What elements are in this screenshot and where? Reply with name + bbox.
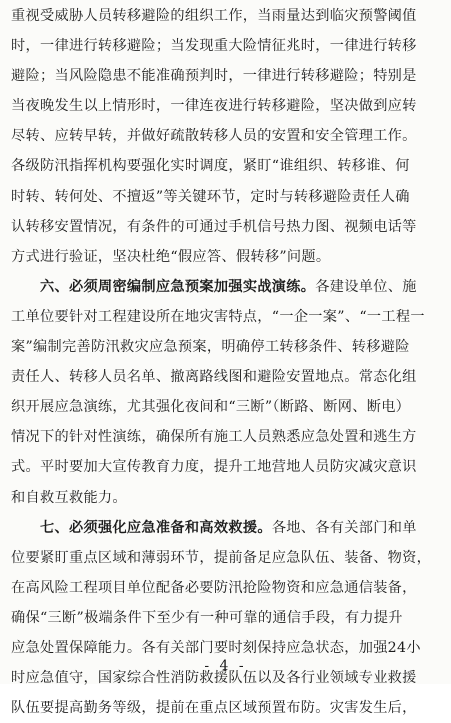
- text-line: 避险；当风险隐患不能准确预判时，一律进行转移避险；特别是: [11, 68, 417, 85]
- section-6-heading: 六、必须周密编制应急预案加强实战演练。: [40, 278, 316, 295]
- text-line: 时，一律进行转移避险；当发现重大险情征兆时，一律进行转移: [11, 38, 417, 55]
- text-line: 方式进行验证，坚决杜绝“假应答、假转移”问题。: [11, 248, 331, 265]
- text-line: 尽转、应转早转，并做好疏散转移人员的安置和安全管理工作。: [11, 128, 417, 145]
- text-line: 当夜晚发生以上情形时，一律连夜进行转移避险，坚决做到应转: [11, 98, 417, 115]
- text-line: 式。平时要加大宣传教育力度，提升工地营地人员防灾减灾意识: [11, 459, 417, 476]
- section-6-line: [11, 272, 443, 302]
- text-line: 时应急值守，国家综合性消防救援队伍以及各行业领域专业救援: [11, 670, 417, 687]
- text-line: 位要紧盯重点区域和薄弱环节，提前备足应急队伍、装备、物资，: [11, 549, 432, 566]
- text-line: 认转移安置情况，有条件的可通过手机信号热力图、视频电话等: [11, 218, 417, 235]
- text-line: 时转、转何处、不擅返”等关键环节，定时与转移避险责任人确: [11, 188, 410, 205]
- text-line: 各级防汛指挥机构要强化实时调度，紧盯“谁组织、转移谁、何: [11, 158, 410, 175]
- text-line: 队伍要提高勤务等级，提前在重点区域预置布防。灾害发生后，: [11, 700, 417, 717]
- body-text: [11, 1, 443, 723]
- text-line: 工单位要针对工程建设所在地灾害特点，“一企一案”、“一工程一: [11, 308, 425, 325]
- section-6-text: 各建设单位、施: [315, 278, 417, 295]
- text-line: 织开展应急演练，尤其强化夜间和“三断”（断路、断网、断电）: [11, 399, 411, 416]
- text-line: 应急处置保障能力。各有关部门要时刻保持应急状态，加强24小: [11, 639, 421, 656]
- text-line: 在高风险工程项目单位配备必要防汛抢险物资和应急通信装备，: [11, 579, 417, 596]
- text-line: 确保“三断”极端条件下至少有一种可靠的通信手段，有力提升: [11, 609, 403, 626]
- section-7-heading: 七、必须强化应急准备和高效救援。: [40, 519, 272, 536]
- text-line: 责任人、转移人员名单、撤离路线图和避险安置地点。常态化组: [11, 369, 417, 386]
- text-line: 案”编制完善防汛救灾应急预案，明确停工转移条件、转移避险: [11, 339, 410, 356]
- section-7-line: [11, 513, 443, 543]
- text-line: 和自救互救能力。: [11, 489, 127, 506]
- text-line: 情况下的针对性演练，确保所有施工人员熟悉应急处置和逃生方: [11, 429, 417, 446]
- page-number: - 4 -: [204, 658, 247, 674]
- section-7-text: 各地、各有关部门和单: [271, 519, 417, 536]
- text-line: 重视受威胁人员转移避险的组织工作，当雨量达到临灾预警阈值: [11, 8, 417, 24]
